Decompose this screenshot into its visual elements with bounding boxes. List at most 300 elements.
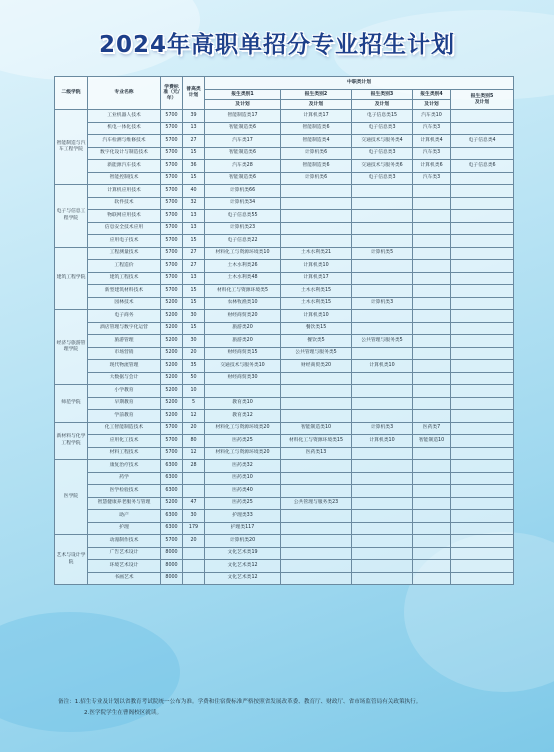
major-cell: 学前教育 bbox=[88, 410, 161, 423]
table-row bbox=[55, 172, 514, 185]
general-cell: 15 bbox=[183, 235, 205, 248]
c5-cell bbox=[451, 235, 514, 248]
c1-cell: 智能制造类6 bbox=[205, 122, 281, 135]
general-cell: 35 bbox=[183, 360, 205, 373]
c3-cell bbox=[352, 472, 413, 485]
general-cell: 50 bbox=[183, 372, 205, 385]
fee-cell: 5700 bbox=[161, 160, 183, 173]
fee-cell: 5700 bbox=[161, 272, 183, 285]
header-general-plan: 普高类计划 bbox=[183, 77, 205, 110]
c2-cell: 智能制造类4 bbox=[281, 135, 352, 148]
c5-cell bbox=[451, 560, 514, 573]
c3-cell: 电子信息类15 bbox=[352, 110, 413, 123]
c5-cell bbox=[451, 472, 514, 485]
major-cell: 酒店管理与数字化运营 bbox=[88, 322, 161, 335]
table-row bbox=[55, 460, 514, 473]
table-row bbox=[55, 110, 514, 123]
c2-cell: 公共管理与服务类23 bbox=[281, 497, 352, 510]
header-major: 专业名称 bbox=[88, 77, 161, 110]
general-cell: 10 bbox=[183, 385, 205, 398]
c1-cell: 财经商贸类20 bbox=[205, 310, 281, 323]
major-cell: 工业机器人技术 bbox=[88, 110, 161, 123]
fee-cell: 8000 bbox=[161, 547, 183, 560]
c2-cell bbox=[281, 560, 352, 573]
c1-cell: 财经商贸类30 bbox=[205, 372, 281, 385]
c5-cell bbox=[451, 322, 514, 335]
c1-cell: 财经商贸类15 bbox=[205, 347, 281, 360]
c2-cell: 医药类13 bbox=[281, 447, 352, 460]
c5-cell bbox=[451, 110, 514, 123]
table-row bbox=[55, 472, 514, 485]
general-cell: 20 bbox=[183, 347, 205, 360]
c1-cell: 智能制造类6 bbox=[205, 172, 281, 185]
c5-cell bbox=[451, 497, 514, 510]
fee-cell: 5200 bbox=[161, 335, 183, 348]
general-cell bbox=[183, 572, 205, 585]
c1-cell: 护理类117 bbox=[205, 522, 281, 535]
c4-cell bbox=[413, 360, 451, 373]
c2-cell: 计算机类10 bbox=[281, 310, 352, 323]
c5-cell bbox=[451, 397, 514, 410]
table-row bbox=[55, 535, 514, 548]
table-row bbox=[55, 560, 514, 573]
c2-cell bbox=[281, 222, 352, 235]
c5-cell bbox=[451, 172, 514, 185]
header-category-5 bbox=[451, 90, 514, 110]
major-cell: 药学 bbox=[88, 472, 161, 485]
c1-cell: 材料化工与资源环境类10 bbox=[205, 247, 281, 260]
header-vocational-plan: 中职类计划 bbox=[205, 77, 514, 90]
c3-cell: 电子信息类3 bbox=[352, 147, 413, 160]
general-cell: 27 bbox=[183, 247, 205, 260]
c3-cell bbox=[352, 285, 413, 298]
c4-cell: 医药类7 bbox=[413, 422, 451, 435]
general-cell bbox=[183, 547, 205, 560]
table-row bbox=[55, 485, 514, 498]
header-fee: 学费标准（元/年） bbox=[161, 77, 183, 110]
c4-cell bbox=[413, 210, 451, 223]
c4-cell bbox=[413, 247, 451, 260]
fee-cell: 5200 bbox=[161, 347, 183, 360]
table-row bbox=[55, 122, 514, 135]
c1-cell: 文化艺术类19 bbox=[205, 547, 281, 560]
general-cell: 13 bbox=[183, 272, 205, 285]
table-row bbox=[55, 510, 514, 523]
c3-cell bbox=[352, 210, 413, 223]
c1-cell: 教育类12 bbox=[205, 410, 281, 423]
general-cell: 80 bbox=[183, 435, 205, 448]
major-cell: 早期教育 bbox=[88, 397, 161, 410]
table-row bbox=[55, 210, 514, 223]
c5-cell bbox=[451, 485, 514, 498]
c2-cell bbox=[281, 572, 352, 585]
c4-cell bbox=[413, 410, 451, 423]
c5-cell bbox=[451, 372, 514, 385]
c2-cell bbox=[281, 485, 352, 498]
header-plan-3: 及计划 bbox=[352, 100, 413, 110]
c5-cell bbox=[451, 310, 514, 323]
c4-cell bbox=[413, 335, 451, 348]
c1-cell: 计算机类66 bbox=[205, 185, 281, 198]
c5-cell bbox=[451, 260, 514, 273]
general-cell: 47 bbox=[183, 497, 205, 510]
c3-cell: 交通技术与服务类4 bbox=[352, 135, 413, 148]
c2-cell: 土木水利类21 bbox=[281, 247, 352, 260]
fee-cell: 5700 bbox=[161, 210, 183, 223]
c5-cell bbox=[451, 572, 514, 585]
major-cell: 数字化设计与制造技术 bbox=[88, 147, 161, 160]
c1-cell: 文化艺术类12 bbox=[205, 560, 281, 573]
c4-cell bbox=[413, 547, 451, 560]
general-cell: 30 bbox=[183, 310, 205, 323]
c3-cell bbox=[352, 272, 413, 285]
c4-cell bbox=[413, 297, 451, 310]
c3-cell bbox=[352, 347, 413, 360]
fee-cell: 5200 bbox=[161, 385, 183, 398]
table-row bbox=[55, 497, 514, 510]
c2-cell bbox=[281, 472, 352, 485]
c3-cell bbox=[352, 385, 413, 398]
fee-cell: 5200 bbox=[161, 297, 183, 310]
c1-cell: 汽车类28 bbox=[205, 160, 281, 173]
major-cell: 小学教育 bbox=[88, 385, 161, 398]
c2-cell bbox=[281, 385, 352, 398]
table-row bbox=[55, 410, 514, 423]
c5-cell: 电子信息类4 bbox=[451, 135, 514, 148]
general-cell: 15 bbox=[183, 297, 205, 310]
general-cell: 40 bbox=[183, 185, 205, 198]
c2-cell: 餐饮类15 bbox=[281, 322, 352, 335]
c3-cell bbox=[352, 222, 413, 235]
c1-cell: 计算机类23 bbox=[205, 222, 281, 235]
header-college: 二级学院 bbox=[55, 77, 88, 110]
c1-cell: 土木水利类48 bbox=[205, 272, 281, 285]
c1-cell: 计算机类34 bbox=[205, 197, 281, 210]
c2-cell: 财经商贸类20 bbox=[281, 360, 352, 373]
c1-cell: 电子信息类55 bbox=[205, 210, 281, 223]
c4-cell bbox=[413, 322, 451, 335]
c3-cell bbox=[352, 185, 413, 198]
fee-cell: 6300 bbox=[161, 485, 183, 498]
c5-cell bbox=[451, 222, 514, 235]
fee-cell: 5700 bbox=[161, 535, 183, 548]
c5-cell bbox=[451, 247, 514, 260]
c5-cell bbox=[451, 422, 514, 435]
c4-cell bbox=[413, 347, 451, 360]
c5-cell bbox=[451, 297, 514, 310]
major-cell: 大数据与会计 bbox=[88, 372, 161, 385]
c3-cell bbox=[352, 497, 413, 510]
c1-cell: 旅游类20 bbox=[205, 335, 281, 348]
c2-cell bbox=[281, 372, 352, 385]
header-category-3: 报生类别3 bbox=[352, 90, 413, 100]
major-cell: 建筑工程技术 bbox=[88, 272, 161, 285]
c3-cell bbox=[352, 235, 413, 248]
college-cell: 新材料与化学工程学院 bbox=[55, 422, 88, 460]
c5-cell bbox=[451, 435, 514, 448]
c4-cell bbox=[413, 397, 451, 410]
c2-cell bbox=[281, 547, 352, 560]
c3-cell bbox=[352, 460, 413, 473]
table-row bbox=[55, 185, 514, 198]
college-cell: 经济与旅游管理学院 bbox=[55, 310, 88, 385]
fee-cell: 5700 bbox=[161, 285, 183, 298]
table-row bbox=[55, 272, 514, 285]
major-cell: 应用电子技术 bbox=[88, 235, 161, 248]
major-cell: 化工智能制造技术 bbox=[88, 422, 161, 435]
c5-cell bbox=[451, 522, 514, 535]
c1-cell: 汽车类17 bbox=[205, 135, 281, 148]
footnote-1: 备注：1.招生专业及计划以省教育考试院统一公布为准。学费和住宿费标准严格按照省发展改革委、教育厅、财政厅、省市场监管局有关政策执行。 bbox=[58, 699, 422, 705]
general-cell bbox=[183, 472, 205, 485]
c4-cell bbox=[413, 385, 451, 398]
c1-cell: 材料化工与资源环境类5 bbox=[205, 285, 281, 298]
fee-cell: 5700 bbox=[161, 422, 183, 435]
fee-cell: 5200 bbox=[161, 497, 183, 510]
fee-cell: 5700 bbox=[161, 110, 183, 123]
c3-cell bbox=[352, 510, 413, 523]
major-cell: 现代物流管理 bbox=[88, 360, 161, 373]
major-cell: 环境艺术设计 bbox=[88, 560, 161, 573]
c1-cell: 医药类25 bbox=[205, 435, 281, 448]
major-cell: 广告艺术设计 bbox=[88, 547, 161, 560]
major-cell: 书画艺术 bbox=[88, 572, 161, 585]
c5-cell bbox=[451, 510, 514, 523]
fee-cell: 5200 bbox=[161, 322, 183, 335]
c5-cell bbox=[451, 197, 514, 210]
table-row bbox=[55, 322, 514, 335]
c2-cell: 土木水利类15 bbox=[281, 285, 352, 298]
table-row bbox=[55, 397, 514, 410]
c4-cell: 智能制造10 bbox=[413, 435, 451, 448]
fee-cell: 5700 bbox=[161, 222, 183, 235]
table-row bbox=[55, 385, 514, 398]
major-cell: 助产 bbox=[88, 510, 161, 523]
c1-cell: 智能制造类17 bbox=[205, 110, 281, 123]
c4-cell bbox=[413, 272, 451, 285]
header-plan-1: 及计划 bbox=[205, 100, 281, 110]
c2-cell: 计算机类6 bbox=[281, 172, 352, 185]
major-cell: 汽车检测与维修技术 bbox=[88, 135, 161, 148]
page-title: 2024年高职单招分专业招生计划 bbox=[98, 32, 455, 58]
general-cell bbox=[183, 560, 205, 573]
c2-cell bbox=[281, 535, 352, 548]
c4-cell bbox=[413, 222, 451, 235]
general-cell: 12 bbox=[183, 410, 205, 423]
general-cell: 13 bbox=[183, 210, 205, 223]
enrollment-plan-table-container bbox=[54, 76, 513, 585]
fee-cell: 5700 bbox=[161, 135, 183, 148]
c2-cell: 材料化工与资源环境类15 bbox=[281, 435, 352, 448]
c4-cell bbox=[413, 447, 451, 460]
c4-cell bbox=[413, 560, 451, 573]
table-row bbox=[55, 422, 514, 435]
fee-cell: 5200 bbox=[161, 397, 183, 410]
table-row bbox=[55, 372, 514, 385]
header-plan-2: 及计划 bbox=[281, 100, 352, 110]
c2-cell bbox=[281, 185, 352, 198]
c2-cell: 智能制造类6 bbox=[281, 160, 352, 173]
major-cell: 康复治疗技术 bbox=[88, 460, 161, 473]
college-cell: 智能制造与汽车工程学院 bbox=[55, 110, 88, 185]
c3-cell bbox=[352, 447, 413, 460]
table-row bbox=[55, 335, 514, 348]
major-cell: 机电一体化技术 bbox=[88, 122, 161, 135]
general-cell: 39 bbox=[183, 110, 205, 123]
college-cell: 师范学院 bbox=[55, 385, 88, 423]
fee-cell: 8000 bbox=[161, 572, 183, 585]
major-cell: 旅游管理 bbox=[88, 335, 161, 348]
c5-cell bbox=[451, 210, 514, 223]
c2-cell: 计算机类17 bbox=[281, 272, 352, 285]
c2-cell bbox=[281, 410, 352, 423]
fee-cell: 5700 bbox=[161, 197, 183, 210]
major-cell: 动漫制作技术 bbox=[88, 535, 161, 548]
c1-cell bbox=[205, 385, 281, 398]
major-cell: 计算机应用技术 bbox=[88, 185, 161, 198]
c4-cell bbox=[413, 235, 451, 248]
c5-cell bbox=[451, 147, 514, 160]
c4-cell bbox=[413, 185, 451, 198]
table-row bbox=[55, 547, 514, 560]
c5-cell bbox=[451, 447, 514, 460]
table-row bbox=[55, 297, 514, 310]
fee-cell: 5700 bbox=[161, 247, 183, 260]
table-row bbox=[55, 360, 514, 373]
major-cell: 智慧健康养老服务与管理 bbox=[88, 497, 161, 510]
c4-cell bbox=[413, 472, 451, 485]
fee-cell: 5700 bbox=[161, 260, 183, 273]
c3-cell bbox=[352, 547, 413, 560]
general-cell: 15 bbox=[183, 147, 205, 160]
c4-cell bbox=[413, 460, 451, 473]
fee-cell: 5700 bbox=[161, 185, 183, 198]
table-row bbox=[55, 222, 514, 235]
c3-cell: 计算机类10 bbox=[352, 435, 413, 448]
c2-cell: 智能制造类6 bbox=[281, 122, 352, 135]
fee-cell: 8000 bbox=[161, 560, 183, 573]
table-row bbox=[55, 260, 514, 273]
c4-cell: 汽车类10 bbox=[413, 110, 451, 123]
c5-cell bbox=[451, 347, 514, 360]
fee-cell: 6300 bbox=[161, 510, 183, 523]
general-cell: 30 bbox=[183, 335, 205, 348]
general-cell: 36 bbox=[183, 160, 205, 173]
c2-cell bbox=[281, 197, 352, 210]
c5-cell bbox=[451, 185, 514, 198]
c3-cell: 计算机类3 bbox=[352, 297, 413, 310]
table-row bbox=[55, 247, 514, 260]
c3-cell bbox=[352, 372, 413, 385]
table-row bbox=[55, 235, 514, 248]
table-row bbox=[55, 447, 514, 460]
major-cell: 信息安全技术应用 bbox=[88, 222, 161, 235]
c1-cell: 医药类10 bbox=[205, 472, 281, 485]
c3-cell bbox=[352, 522, 413, 535]
footnote-2: 2.医学院学生在曹阁校区就读。 bbox=[84, 710, 163, 716]
college-cell: 电子与信息工程学院 bbox=[55, 185, 88, 248]
major-cell: 智能控制技术 bbox=[88, 172, 161, 185]
general-cell bbox=[183, 485, 205, 498]
c1-cell: 智能制造类6 bbox=[205, 147, 281, 160]
general-cell: 30 bbox=[183, 510, 205, 523]
major-cell: 软件技术 bbox=[88, 197, 161, 210]
c3-cell: 计算机类10 bbox=[352, 360, 413, 373]
fee-cell: 6300 bbox=[161, 472, 183, 485]
c4-cell bbox=[413, 572, 451, 585]
c3-cell: 计算机类5 bbox=[352, 247, 413, 260]
major-cell: 工程测量技术 bbox=[88, 247, 161, 260]
table-row bbox=[55, 160, 514, 173]
general-cell: 13 bbox=[183, 122, 205, 135]
c5-cell bbox=[451, 385, 514, 398]
c1-cell: 土木水利类26 bbox=[205, 260, 281, 273]
major-cell: 新型建筑材料技术 bbox=[88, 285, 161, 298]
college-cell: 建筑工程学院 bbox=[55, 247, 88, 310]
major-cell: 市场营销 bbox=[88, 347, 161, 360]
college-cell: 艺术与设计学院 bbox=[55, 535, 88, 585]
header-category-1: 报生类别1 bbox=[205, 90, 281, 100]
table-row bbox=[55, 310, 514, 323]
table-row bbox=[55, 197, 514, 210]
general-cell: 15 bbox=[183, 172, 205, 185]
c1-cell: 材料化工与资源环境类20 bbox=[205, 447, 281, 460]
table-row bbox=[55, 347, 514, 360]
general-cell: 20 bbox=[183, 535, 205, 548]
major-cell: 应用化工技术 bbox=[88, 435, 161, 448]
c2-cell: 计算机类17 bbox=[281, 110, 352, 123]
c3-cell: 电子信息类3 bbox=[352, 172, 413, 185]
c4-cell bbox=[413, 285, 451, 298]
header-category-4: 报生类别4 bbox=[413, 90, 451, 100]
major-cell: 护理 bbox=[88, 522, 161, 535]
table-row bbox=[55, 285, 514, 298]
fee-cell: 5200 bbox=[161, 372, 183, 385]
c5-cell bbox=[451, 360, 514, 373]
c4-cell bbox=[413, 485, 451, 498]
general-cell: 12 bbox=[183, 447, 205, 460]
fee-cell: 5200 bbox=[161, 410, 183, 423]
c2-cell bbox=[281, 397, 352, 410]
general-cell: 27 bbox=[183, 135, 205, 148]
c5-cell bbox=[451, 285, 514, 298]
c3-cell bbox=[352, 260, 413, 273]
c1-cell: 医药类25 bbox=[205, 497, 281, 510]
fee-cell: 5700 bbox=[161, 147, 183, 160]
c5-cell: 电子信息类6 bbox=[451, 160, 514, 173]
c3-cell bbox=[352, 485, 413, 498]
c4-cell bbox=[413, 372, 451, 385]
c1-cell: 文化艺术类12 bbox=[205, 572, 281, 585]
c3-cell bbox=[352, 397, 413, 410]
table-row bbox=[55, 522, 514, 535]
c5-cell bbox=[451, 272, 514, 285]
major-cell: 新能源汽车技术 bbox=[88, 160, 161, 173]
enrollment-plan-table bbox=[54, 76, 514, 585]
c3-cell: 公共管理与服务类5 bbox=[352, 335, 413, 348]
c4-cell bbox=[413, 260, 451, 273]
c4-cell bbox=[413, 510, 451, 523]
header-category-5-label: 报生类别5 bbox=[470, 93, 494, 99]
general-cell: 15 bbox=[183, 322, 205, 335]
c2-cell bbox=[281, 510, 352, 523]
table-row bbox=[55, 435, 514, 448]
c2-cell: 公共管理与服务类5 bbox=[281, 347, 352, 360]
c1-cell: 计算机类20 bbox=[205, 535, 281, 548]
header-plan-4: 及计划 bbox=[413, 100, 451, 110]
general-cell: 5 bbox=[183, 397, 205, 410]
c4-cell: 汽车类3 bbox=[413, 147, 451, 160]
